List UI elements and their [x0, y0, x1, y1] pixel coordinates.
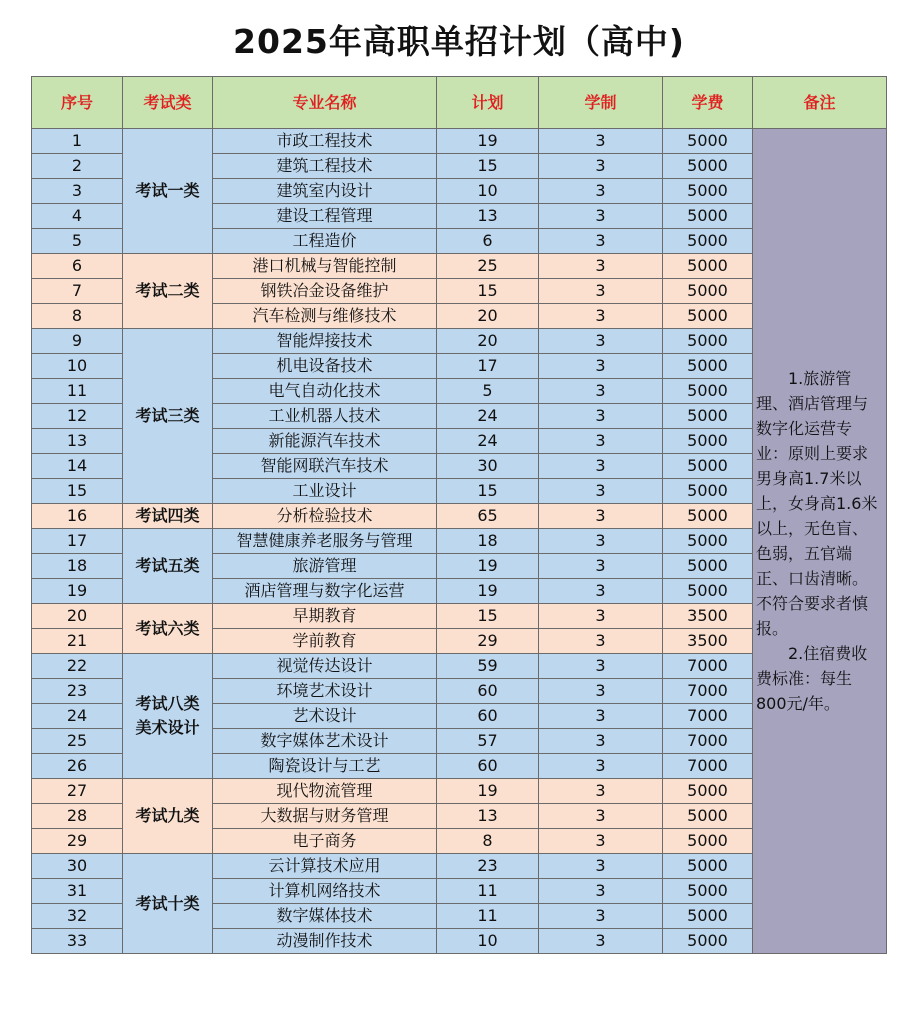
duration-cell: 3 — [539, 479, 663, 504]
duration-cell: 3 — [539, 129, 663, 154]
duration-cell: 3 — [539, 904, 663, 929]
tuition-cell: 5000 — [663, 354, 753, 379]
major-name-cell: 建筑室内设计 — [213, 179, 437, 204]
row-index-cell: 10 — [32, 354, 123, 379]
exam-category-cell: 考试三类 — [123, 329, 213, 504]
plan-count-cell: 30 — [437, 454, 539, 479]
duration-cell: 3 — [539, 329, 663, 354]
plan-count-cell: 5 — [437, 379, 539, 404]
remark-paragraph: 2.住宿费收费标准：每生800元/年。 — [756, 644, 868, 713]
row-index-cell: 8 — [32, 304, 123, 329]
major-name-cell: 早期教育 — [213, 604, 437, 629]
tuition-cell: 5000 — [663, 229, 753, 254]
header-cell-index: 序号 — [32, 77, 123, 129]
duration-cell: 3 — [539, 929, 663, 954]
duration-cell: 3 — [539, 554, 663, 579]
header-cell-tuition: 学费 — [663, 77, 753, 129]
major-name-cell: 工程造价 — [213, 229, 437, 254]
enrollment-plan-table — [31, 76, 887, 954]
tuition-cell: 5000 — [663, 854, 753, 879]
plan-count-cell: 11 — [437, 904, 539, 929]
page-title: 2025年高职单招计划（高中) — [233, 22, 685, 61]
row-index-cell: 5 — [32, 229, 123, 254]
duration-cell: 3 — [539, 404, 663, 429]
major-name-cell: 建筑工程技术 — [213, 154, 437, 179]
row-index-cell: 31 — [32, 879, 123, 904]
tuition-cell: 5000 — [663, 879, 753, 904]
row-index-cell: 28 — [32, 804, 123, 829]
duration-cell: 3 — [539, 779, 663, 804]
tuition-cell: 5000 — [663, 429, 753, 454]
row-index-cell: 30 — [32, 854, 123, 879]
plan-count-cell: 17 — [437, 354, 539, 379]
tuition-cell: 5000 — [663, 454, 753, 479]
row-index-cell: 7 — [32, 279, 123, 304]
major-name-cell: 数字媒体技术 — [213, 904, 437, 929]
major-name-cell: 动漫制作技术 — [213, 929, 437, 954]
plan-count-cell: 15 — [437, 479, 539, 504]
duration-cell: 3 — [539, 429, 663, 454]
plan-count-cell: 60 — [437, 754, 539, 779]
plan-count-cell: 19 — [437, 779, 539, 804]
row-index-cell: 26 — [32, 754, 123, 779]
tuition-cell: 5000 — [663, 154, 753, 179]
tuition-cell: 5000 — [663, 379, 753, 404]
exam-category-cell: 考试十类 — [123, 854, 213, 954]
tuition-cell: 5000 — [663, 179, 753, 204]
plan-count-cell: 20 — [437, 329, 539, 354]
plan-count-cell: 15 — [437, 604, 539, 629]
plan-count-cell: 15 — [437, 279, 539, 304]
header-cell-exam-category: 考试类 — [123, 77, 213, 129]
major-name-cell: 分析检验技术 — [213, 504, 437, 529]
exam-category-cell: 考试六类 — [123, 604, 213, 654]
row-index-cell: 22 — [32, 654, 123, 679]
tuition-cell: 7000 — [663, 679, 753, 704]
tuition-cell: 5000 — [663, 129, 753, 154]
row-index-cell: 17 — [32, 529, 123, 554]
row-index-cell: 9 — [32, 329, 123, 354]
header-cell-plan: 计划 — [437, 77, 539, 129]
row-index-cell: 18 — [32, 554, 123, 579]
major-name-cell: 智慧健康养老服务与管理 — [213, 529, 437, 554]
tuition-cell: 5000 — [663, 479, 753, 504]
tuition-cell: 5000 — [663, 579, 753, 604]
row-index-cell: 24 — [32, 704, 123, 729]
major-name-cell: 电子商务 — [213, 829, 437, 854]
row-index-cell: 3 — [32, 179, 123, 204]
tuition-cell: 5000 — [663, 254, 753, 279]
tuition-cell: 5000 — [663, 554, 753, 579]
duration-cell: 3 — [539, 354, 663, 379]
duration-cell: 3 — [539, 729, 663, 754]
major-name-cell: 视觉传达设计 — [213, 654, 437, 679]
major-name-cell: 现代物流管理 — [213, 779, 437, 804]
row-index-cell: 12 — [32, 404, 123, 429]
plan-count-cell: 57 — [437, 729, 539, 754]
row-index-cell: 15 — [32, 479, 123, 504]
plan-count-cell: 20 — [437, 304, 539, 329]
duration-cell: 3 — [539, 504, 663, 529]
table-body — [32, 129, 887, 954]
duration-cell: 3 — [539, 804, 663, 829]
major-name-cell: 汽车检测与维修技术 — [213, 304, 437, 329]
tuition-cell: 7000 — [663, 729, 753, 754]
major-name-cell: 云计算技术应用 — [213, 854, 437, 879]
plan-count-cell: 8 — [437, 829, 539, 854]
duration-cell: 3 — [539, 229, 663, 254]
tuition-cell: 5000 — [663, 529, 753, 554]
major-name-cell: 机电设备技术 — [213, 354, 437, 379]
row-index-cell: 6 — [32, 254, 123, 279]
duration-cell: 3 — [539, 154, 663, 179]
tuition-cell: 5000 — [663, 204, 753, 229]
duration-cell: 3 — [539, 704, 663, 729]
major-name-cell: 建设工程管理 — [213, 204, 437, 229]
plan-count-cell: 19 — [437, 554, 539, 579]
header-cell-remarks: 备注 — [753, 77, 887, 129]
major-name-cell: 市政工程技术 — [213, 129, 437, 154]
duration-cell: 3 — [539, 579, 663, 604]
major-name-cell: 计算机网络技术 — [213, 879, 437, 904]
tuition-cell: 5000 — [663, 804, 753, 829]
plan-count-cell: 13 — [437, 204, 539, 229]
row-index-cell: 29 — [32, 829, 123, 854]
row-index-cell: 16 — [32, 504, 123, 529]
row-index-cell: 1 — [32, 129, 123, 154]
major-name-cell: 工业机器人技术 — [213, 404, 437, 429]
major-name-cell: 电气自动化技术 — [213, 379, 437, 404]
tuition-cell: 7000 — [663, 704, 753, 729]
plan-count-cell: 25 — [437, 254, 539, 279]
header-cell-duration: 学制 — [539, 77, 663, 129]
tuition-cell: 5000 — [663, 304, 753, 329]
plan-count-cell: 23 — [437, 854, 539, 879]
duration-cell: 3 — [539, 679, 663, 704]
plan-count-cell: 19 — [437, 129, 539, 154]
duration-cell: 3 — [539, 204, 663, 229]
tuition-cell: 5000 — [663, 929, 753, 954]
row-index-cell: 27 — [32, 779, 123, 804]
major-name-cell: 智能网联汽车技术 — [213, 454, 437, 479]
major-name-cell: 智能焊接技术 — [213, 329, 437, 354]
major-name-cell: 工业设计 — [213, 479, 437, 504]
major-name-cell: 陶瓷设计与工艺 — [213, 754, 437, 779]
row-index-cell: 19 — [32, 579, 123, 604]
row-index-cell: 13 — [32, 429, 123, 454]
duration-cell: 3 — [539, 279, 663, 304]
table-row — [32, 129, 887, 154]
plan-count-cell: 11 — [437, 879, 539, 904]
duration-cell: 3 — [539, 379, 663, 404]
tuition-cell: 7000 — [663, 654, 753, 679]
duration-cell: 3 — [539, 629, 663, 654]
row-index-cell: 2 — [32, 154, 123, 179]
duration-cell: 3 — [539, 854, 663, 879]
plan-count-cell: 13 — [437, 804, 539, 829]
duration-cell: 3 — [539, 179, 663, 204]
tuition-cell: 5000 — [663, 504, 753, 529]
row-index-cell: 11 — [32, 379, 123, 404]
exam-category-cell: 考试一类 — [123, 129, 213, 254]
major-name-cell: 新能源汽车技术 — [213, 429, 437, 454]
plan-count-cell: 10 — [437, 929, 539, 954]
plan-count-cell: 59 — [437, 654, 539, 679]
duration-cell: 3 — [539, 654, 663, 679]
duration-cell: 3 — [539, 879, 663, 904]
major-name-cell: 环境艺术设计 — [213, 679, 437, 704]
row-index-cell: 21 — [32, 629, 123, 654]
plan-count-cell: 15 — [437, 154, 539, 179]
plan-count-cell: 29 — [437, 629, 539, 654]
exam-category-cell: 考试五类 — [123, 529, 213, 604]
exam-category-cell: 考试八类 美术设计 — [123, 654, 213, 779]
major-name-cell: 酒店管理与数字化运营 — [213, 579, 437, 604]
major-name-cell: 旅游管理 — [213, 554, 437, 579]
exam-category-cell: 考试九类 — [123, 779, 213, 854]
header-cell-major-name: 专业名称 — [213, 77, 437, 129]
row-index-cell: 20 — [32, 604, 123, 629]
major-name-cell: 学前教育 — [213, 629, 437, 654]
remarks-cell — [753, 129, 887, 954]
exam-category-cell: 考试四类 — [123, 504, 213, 529]
tuition-cell: 5000 — [663, 829, 753, 854]
major-name-cell: 钢铁冶金设备维护 — [213, 279, 437, 304]
plan-count-cell: 60 — [437, 704, 539, 729]
duration-cell: 3 — [539, 829, 663, 854]
major-name-cell: 数字媒体艺术设计 — [213, 729, 437, 754]
plan-count-cell: 24 — [437, 404, 539, 429]
tuition-cell: 5000 — [663, 404, 753, 429]
tuition-cell: 5000 — [663, 279, 753, 304]
row-index-cell: 4 — [32, 204, 123, 229]
table-header-row — [32, 77, 887, 129]
row-index-cell: 25 — [32, 729, 123, 754]
duration-cell: 3 — [539, 254, 663, 279]
exam-category-cell: 考试二类 — [123, 254, 213, 329]
tuition-cell: 3500 — [663, 629, 753, 654]
plan-count-cell: 65 — [437, 504, 539, 529]
tuition-cell: 7000 — [663, 754, 753, 779]
duration-cell: 3 — [539, 529, 663, 554]
tuition-cell: 5000 — [663, 329, 753, 354]
row-index-cell: 33 — [32, 929, 123, 954]
plan-count-cell: 6 — [437, 229, 539, 254]
duration-cell: 3 — [539, 754, 663, 779]
plan-count-cell: 18 — [437, 529, 539, 554]
row-index-cell: 14 — [32, 454, 123, 479]
plan-count-cell: 60 — [437, 679, 539, 704]
plan-count-cell: 10 — [437, 179, 539, 204]
tuition-cell: 3500 — [663, 604, 753, 629]
duration-cell: 3 — [539, 604, 663, 629]
plan-count-cell: 19 — [437, 579, 539, 604]
plan-count-cell: 24 — [437, 429, 539, 454]
duration-cell: 3 — [539, 304, 663, 329]
major-name-cell: 港口机械与智能控制 — [213, 254, 437, 279]
tuition-cell: 5000 — [663, 904, 753, 929]
major-name-cell: 艺术设计 — [213, 704, 437, 729]
row-index-cell: 23 — [32, 679, 123, 704]
duration-cell: 3 — [539, 454, 663, 479]
row-index-cell: 32 — [32, 904, 123, 929]
remark-paragraph: 1.旅游管理、酒店管理与数字化运营专业：原则上要求男身高1.7米以上，女身高1.6米以上，无色盲、色弱，五官端正、口齿清晰。不符合要求者慎报。 — [756, 369, 878, 638]
tuition-cell: 5000 — [663, 779, 753, 804]
major-name-cell: 大数据与财务管理 — [213, 804, 437, 829]
